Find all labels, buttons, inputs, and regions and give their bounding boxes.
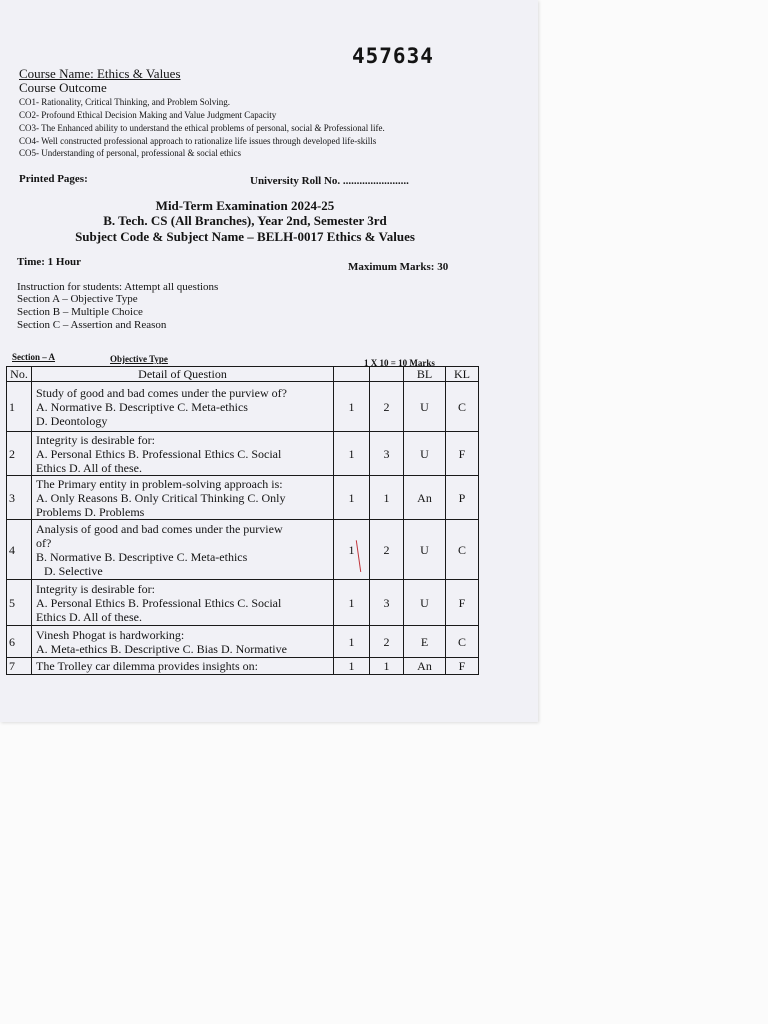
question-kl: C (446, 520, 479, 580)
question-number: 1 (7, 382, 32, 432)
question-line: The Primary entity in problem-solving approach is: (36, 476, 283, 491)
question-line: Analysis of good and bad comes under the purview (36, 521, 283, 536)
question-kl: C (446, 382, 479, 432)
question-co: 3 (370, 432, 404, 476)
exam-paper (0, 0, 538, 722)
question-line: Vinesh Phogat is hardworking: (36, 627, 185, 642)
question-line: Ethics D. All of these. (36, 609, 142, 624)
course-outcome-heading: Course Outcome (19, 80, 107, 95)
table-row (7, 520, 479, 580)
question-line: A. Personal Ethics B. Professional Ethics C. Social (36, 595, 282, 610)
question-line: Integrity is desirable for: (36, 581, 155, 596)
question-co: 2 (370, 382, 404, 432)
question-co: 1 (370, 658, 404, 675)
question-line: of? (36, 535, 52, 550)
header-bl: BL (404, 367, 446, 382)
course-outcome-item: CO2- Profound Ethical Decision Making and Value Judgment Capacity (19, 110, 277, 120)
instruction-line: Section B – Multiple Choice (17, 306, 143, 318)
exam-time: Time: 1 Hour (17, 256, 81, 268)
question-line: Integrity is desirable for: (36, 432, 155, 447)
question-number: 2 (7, 432, 32, 476)
table-row (7, 382, 479, 432)
question-marks: 1 (334, 626, 370, 658)
question-table (6, 366, 479, 675)
question-line: Problems D. Problems (36, 504, 145, 519)
question-bl: U (404, 520, 446, 580)
question-line: The Trolley car dilemma provides insights on: (36, 659, 258, 673)
question-line: A. Normative B. Descriptive C. Meta-ethics (36, 399, 248, 414)
question-marks: 1 (334, 476, 370, 520)
question-line: A. Only Reasons B. Only Critical Thinking C. Only (36, 490, 286, 505)
table-header-row (7, 367, 479, 382)
question-detail (32, 626, 334, 658)
question-bl: An (404, 476, 446, 520)
question-detail (32, 382, 334, 432)
question-marks: 1 (334, 658, 370, 675)
question-line: B. Normative B. Descriptive C. Meta-ethics (36, 549, 248, 564)
question-detail (32, 476, 334, 520)
header-detail: Detail of Question (32, 367, 334, 382)
question-line: A. Personal Ethics B. Professional Ethics C. Social (36, 446, 282, 461)
question-detail (32, 432, 334, 476)
course-outcome-item: CO5- Understanding of personal, professional & social ethics (19, 148, 241, 158)
question-line: A. Meta-ethics B. Descriptive C. Bias D. Normative (36, 641, 287, 656)
exam-program: B. Tech. CS (All Branches), Year 2nd, Semester 3rd (103, 213, 387, 228)
question-line: D. Selective (44, 563, 103, 578)
university-roll-no: University Roll No. ........................ (250, 175, 409, 187)
question-detail (32, 520, 334, 580)
question-bl: E (404, 626, 446, 658)
question-bl: U (404, 382, 446, 432)
question-bl: An (404, 658, 446, 675)
table-row (7, 432, 479, 476)
header-marks (334, 367, 370, 382)
course-name: Course Name: Ethics & Values (19, 66, 181, 81)
marks-scheme: 1 X 10 = 10 Marks (364, 358, 435, 368)
question-kl: F (446, 580, 479, 626)
header-kl: KL (446, 367, 479, 382)
question-kl: C (446, 626, 479, 658)
course-outcome-item: CO1- Rationality, Critical Thinking, and Problem Solving. (19, 97, 230, 107)
question-bl: U (404, 580, 446, 626)
question-co: 1 (370, 476, 404, 520)
question-marks: 1 (334, 580, 370, 626)
question-number: 6 (7, 626, 32, 658)
question-co: 2 (370, 626, 404, 658)
question-number: 7 (7, 658, 32, 675)
table-row (7, 580, 479, 626)
question-marks: 1 (334, 382, 370, 432)
header-no: No. (7, 367, 32, 382)
section-type: Objective Type (110, 354, 168, 364)
question-number: 5 (7, 580, 32, 626)
question-line: D. Deontology (36, 413, 108, 428)
instruction-line: Section A – Objective Type (17, 293, 138, 305)
question-kl: F (446, 658, 479, 675)
instruction-line: Instruction for students: Attempt all questions (17, 281, 219, 293)
question-line: Ethics D. All of these. (36, 460, 142, 475)
maximum-marks: Maximum Marks: 30 (348, 261, 449, 273)
question-number: 4 (7, 520, 32, 580)
question-detail (32, 658, 334, 675)
question-kl: P (446, 476, 479, 520)
question-kl: F (446, 432, 479, 476)
instruction-line: Section C – Assertion and Reason (17, 319, 167, 331)
section-label: Section – A (12, 352, 56, 362)
course-outcome-item: CO4- Well constructed professional approach to rationalize life issues through developed life-skills (19, 136, 377, 146)
table-row (7, 658, 479, 675)
exam-subject: Subject Code & Subject Name – BELH-0017 Ethics & Values (75, 229, 415, 244)
question-line: Study of good and bad comes under the purview of? (36, 385, 287, 400)
question-detail (32, 580, 334, 626)
serial-number: 457634 (352, 44, 434, 68)
question-marks: 1 (334, 520, 370, 580)
question-number: 3 (7, 476, 32, 520)
table-row (7, 626, 479, 658)
printed-pages: Printed Pages: (19, 173, 88, 185)
question-co: 3 (370, 580, 404, 626)
table-row (7, 476, 479, 520)
question-bl: U (404, 432, 446, 476)
exam-title: Mid-Term Examination 2024-25 (155, 198, 335, 213)
question-marks: 1 (334, 432, 370, 476)
header-co (370, 367, 404, 382)
question-co: 2 (370, 520, 404, 580)
course-outcome-item: CO3- The Enhanced ability to understand the ethical problems of personal, social & Professional life. (19, 123, 385, 133)
